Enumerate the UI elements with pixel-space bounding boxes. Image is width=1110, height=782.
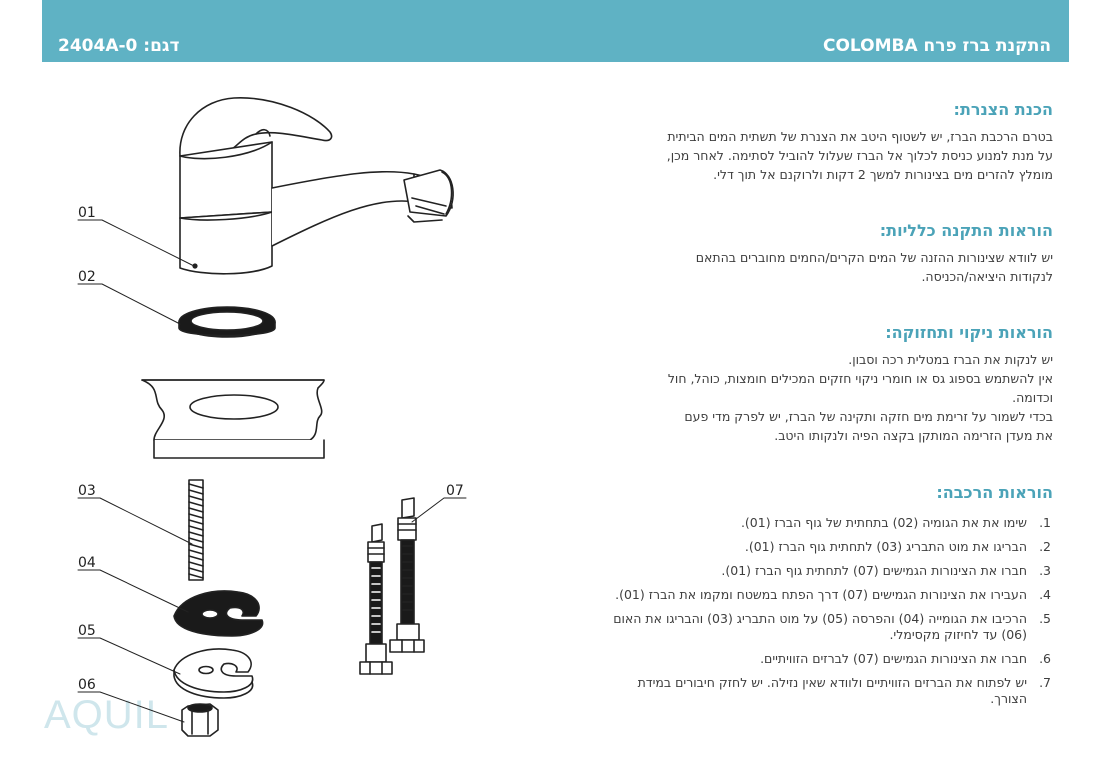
model-number: דגם: 2404A-0 [58,36,180,56]
paragraph-line: את מעדן הזרימה המותקן בקצה הפיה ולנקותו היטב. [774,428,1053,443]
flexible-hoses-part [360,498,424,674]
faucet-body-part [180,98,453,274]
list-item: 5. הרכיבו את הגומייה (04) והפרסה (05) על מוט התבריג (03) והבריגו את האום (06) עד לחיזוק מקסימלי. [613,611,1051,642]
section-assembly [613,483,1053,715]
paragraph-line: בטרם הרכבת הברז, יש לשטוף היטב את הצנרת של תשתית המים הביתית [667,129,1053,144]
exploded-diagram [42,70,602,782]
section-heading: הוראות ניקוי ותחזוקה: [885,323,1053,342]
list-item: 7. יש לפתוח את הברזים הזוויתיים ולוודא שאין נזילה. יש לחזק חיבורים במידת הצורך. [637,675,1051,706]
rubber-horseshoe-washer-part [174,591,263,636]
countertop-slab [142,380,324,458]
section-prep [613,100,1053,184]
rubber-gasket-part [179,307,275,337]
list-item: 3. חברו את הצינורות הגמישים (07) לתחתית גוף הברז (01). [721,563,1051,578]
metal-horseshoe-plate-part [174,649,253,698]
callout-06: 06 [78,677,96,693]
nut-part [182,704,218,736]
paragraph-line: בכדי לשמור על זרימת מים חזקה ותקינה של הברז, יש לפרק מדי פעם [684,409,1053,424]
callout-05: 05 [78,623,96,639]
list-item: 1. שימו את את הגומיה (02) בתחתית של גוף הברז (01). [740,515,1051,530]
paragraph-line: אין להשתמש בספוג גס או חומרי ניקוי חזקים המכילים חומצות, כוהל, חול [667,371,1053,386]
section-heading: הוראות התקנה כלליות: [879,221,1053,240]
section-general [613,221,1053,286]
paragraph-line: יש לנקות את הברז במטלית רכה וסבון. [848,352,1053,367]
section-heading: הוראות הרכבה: [936,483,1053,502]
callout-01: 01 [78,205,96,221]
paragraph-line: מומלץ להזרים מים בצינורות למשך 2 דקות ולרוקנם אל תוך דלי. [713,167,1053,182]
callout-02: 02 [78,269,96,285]
list-item: 4. העבירו את הצינורות הגמישים (07) דרך הפתח במשטח ומקמו את הברז (01). [615,587,1051,602]
assembly-steps [613,515,1053,707]
paragraph-line: יש לוודא שצינורות ההזנה של המים הקרים/החמים מחוברים בהתאם [695,250,1053,265]
section-heading: הכנת הצנרת: [953,100,1053,119]
paragraph-line: על מנת למנוע כניסת לכלוך אל הברז שעלול להוביל לסתימה. לאחר מכן, [666,148,1053,163]
list-item: 2. הבריגו את מוט התבריג (03) לתחתית גוף הברז (01). [744,539,1051,554]
paragraph-line: וכדומה. [1012,390,1053,405]
section-cleaning [613,323,1053,445]
page-title: התקנת ברז פרח COLOMBA [822,36,1051,56]
brand-watermark: AQUIL [44,693,170,737]
callout-07: 07 [446,483,464,499]
list-item: 6. חברו את הצינורות הגמישים (07) לברזים הזוויתיים. [760,651,1051,666]
page-header [42,0,1069,62]
callout-03: 03 [78,483,96,499]
callout-04: 04 [78,555,96,571]
threaded-rod-part [189,480,203,580]
paragraph-line: לנקודות היציאה/הכניסה. [921,269,1053,284]
